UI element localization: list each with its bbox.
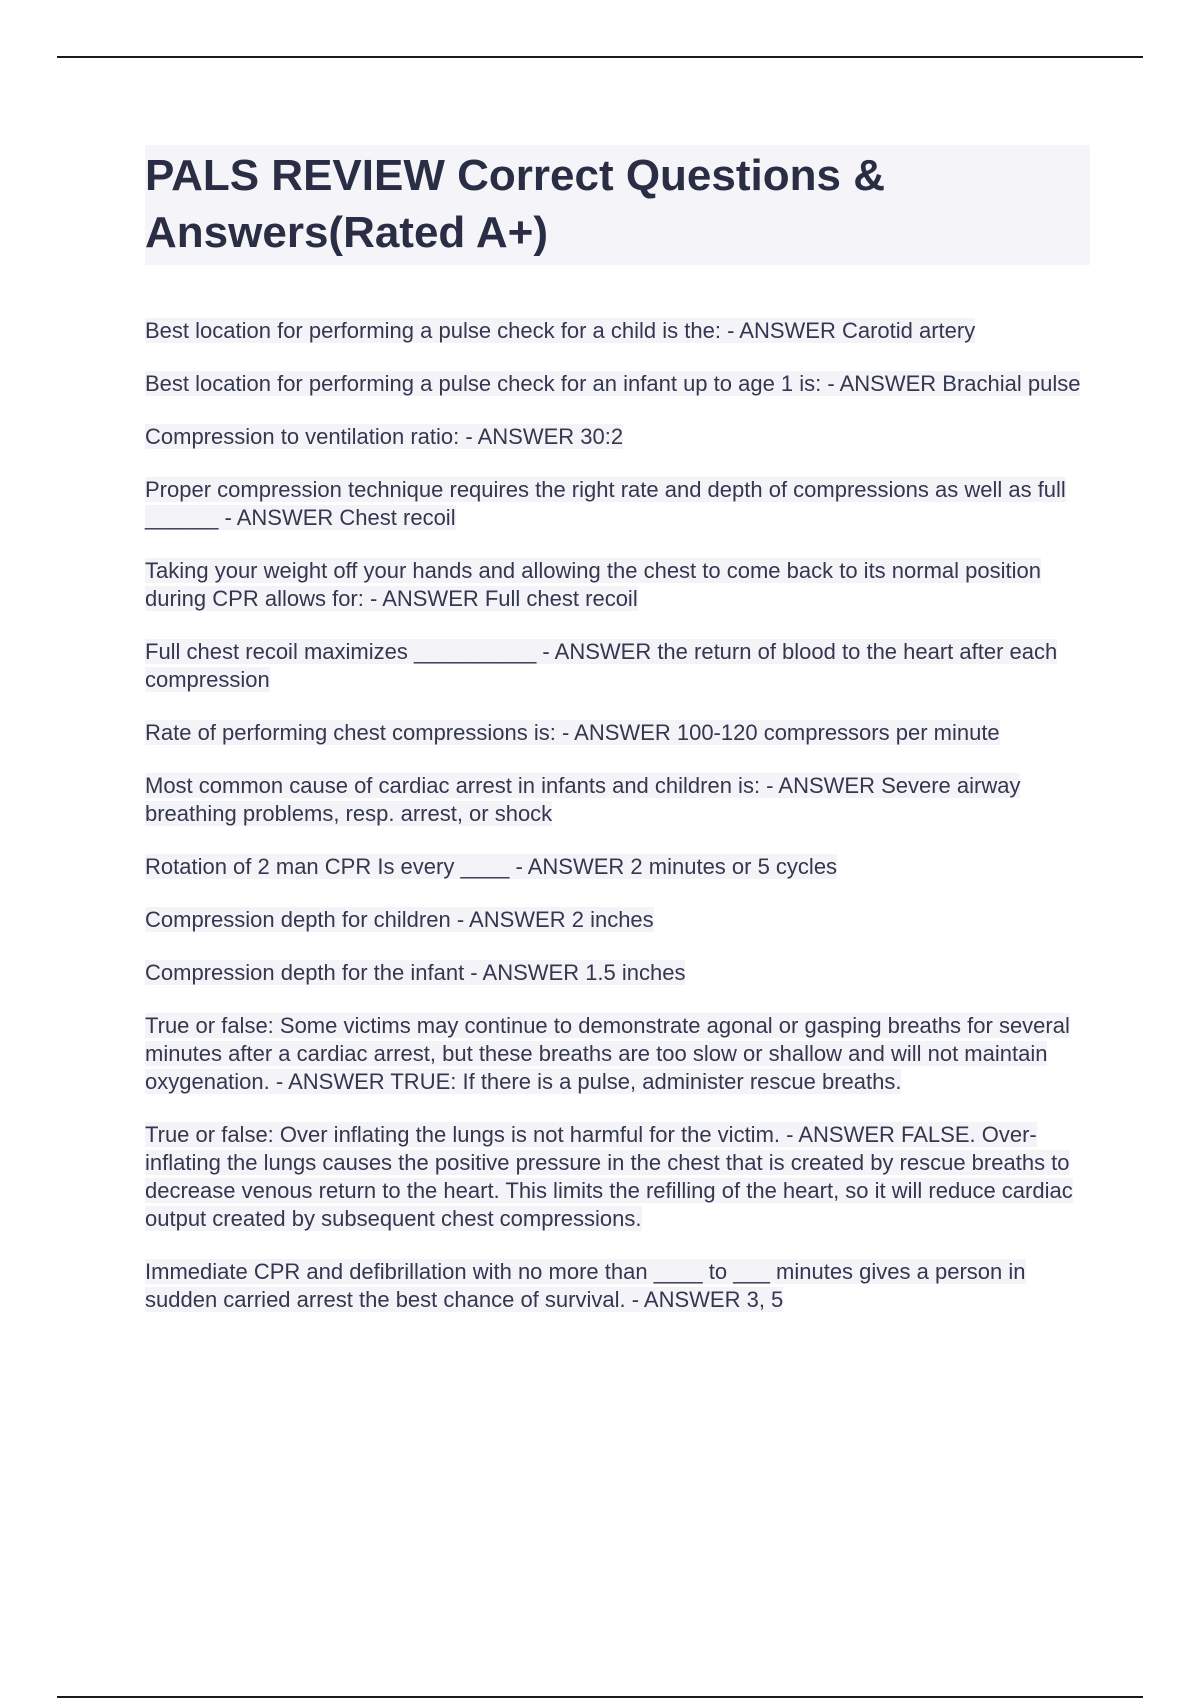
qa-item-6 [145, 638, 1090, 694]
qa-text: Compression depth for the infant - ANSWER 1.5 inches [145, 960, 686, 985]
bottom-divider [57, 1696, 1143, 1698]
qa-item-1 [145, 317, 1090, 345]
qa-text: Proper compression technique requires the right rate and depth of compressions as well as full ______ - ANSWER Chest recoil [145, 477, 1066, 530]
qa-text: Compression to ventilation ratio: - ANSWER 30:2 [145, 424, 624, 449]
qa-item-8 [145, 772, 1090, 828]
qa-item-11 [145, 959, 1090, 987]
qa-item-10 [145, 906, 1090, 934]
qa-item-2 [145, 370, 1090, 398]
qa-text: True or false: Some victims may continue to demonstrate agonal or gasping breaths for several minutes after a cardiac arrest, but these breaths are too slow or shallow and will not maintain oxygenation. - ANSWER TRUE: If there is a pulse, administer rescue breaths. [145, 1013, 1070, 1094]
qa-text: Best location for performing a pulse check for a child is the: - ANSWER Carotid artery [145, 318, 976, 343]
page-title: PALS REVIEW Correct Questions & Answers(Rated A+) [145, 145, 1090, 265]
qa-item-5 [145, 557, 1090, 613]
qa-item-12 [145, 1012, 1090, 1096]
qa-text: Taking your weight off your hands and allowing the chest to come back to its normal position during CPR allows for: - ANSWER Full chest recoil [145, 558, 1041, 611]
qa-text: Compression depth for children - ANSWER 2 inches [145, 907, 654, 932]
qa-text: Immediate CPR and defibrillation with no more than ____ to ___ minutes gives a person in sudden carried arrest the best chance of survival. - ANSWER 3, 5 [145, 1259, 1026, 1312]
qa-text: Rate of performing chest compressions is: - ANSWER 100-120 compressors per minute [145, 720, 1000, 745]
qa-item-14 [145, 1258, 1090, 1314]
qa-item-13 [145, 1121, 1090, 1233]
top-divider [57, 56, 1143, 58]
qa-text: True or false: Over inflating the lungs is not harmful for the victim. - ANSWER FALSE. Over-inflating the lungs causes the positive pressure in the chest that is created by rescue breaths to decrease venous return to the heart. This limits the refilling of the heart, so it will reduce cardiac output created by subsequent chest compressions. [145, 1122, 1073, 1231]
qa-item-9 [145, 853, 1090, 881]
qa-item-7 [145, 719, 1090, 747]
qa-list [145, 317, 1090, 1314]
qa-text: Most common cause of cardiac arrest in infants and children is: - ANSWER Severe airway breathing problems, resp. arrest, or shock [145, 773, 1021, 826]
document-body [145, 145, 1090, 1339]
qa-text: Full chest recoil maximizes __________ - ANSWER the return of blood to the heart after each compression [145, 639, 1058, 692]
qa-item-3 [145, 423, 1090, 451]
qa-item-4 [145, 476, 1090, 532]
qa-text: Best location for performing a pulse check for an infant up to age 1 is: - ANSWER Brachial pulse [145, 371, 1081, 396]
qa-text: Rotation of 2 man CPR Is every ____ - ANSWER 2 minutes or 5 cycles [145, 854, 838, 879]
